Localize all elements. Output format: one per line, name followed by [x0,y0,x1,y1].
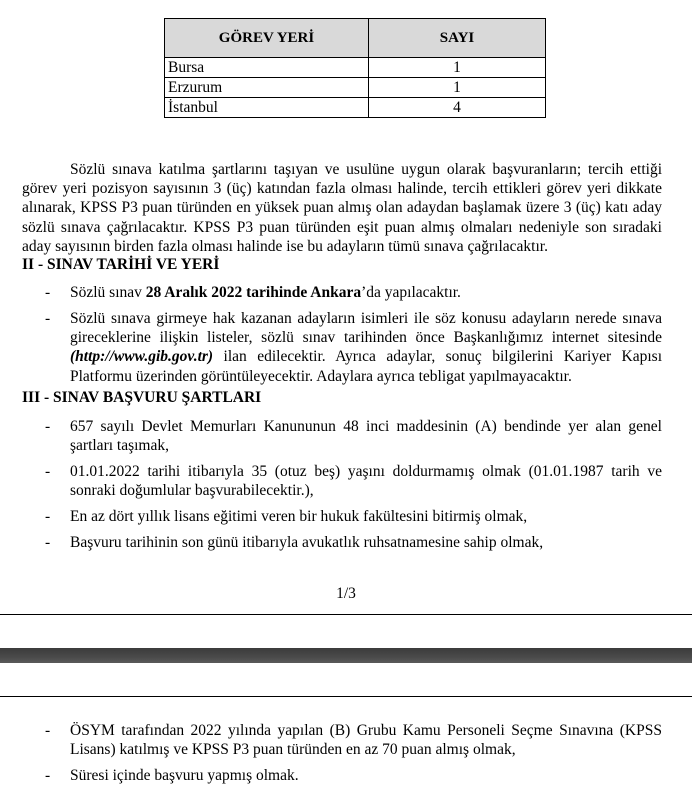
list-item-text [70,283,662,302]
list-dash: - [45,284,51,301]
list-item-text: Süresi içinde başvuru yapmış olmak. [70,767,299,784]
table-cell-location: Erzurum [165,78,369,98]
table-cell-location: Bursa [165,58,369,78]
list-item [22,507,662,526]
page-gap [0,648,692,663]
table-cell-count: 4 [369,98,546,118]
list-dash: - [45,722,51,739]
column-header-count: SAYI [369,19,546,58]
list-item [22,462,662,500]
item-text-end: ilan edilecektir. Ayrıca adaylar, sonuç bilgilerini Kariyer Kapısı Platformu üzerinden görüntüleyecektir. Adaylara ayrıca tebligat yapılmayacaktır. [70,348,662,385]
list-item [22,417,662,455]
list-dash: - [45,508,51,525]
list-dash: - [45,534,51,551]
item-text-start: Sözlü sınava girmeye hak kazanan adayların isimleri ile söz konusu adayların nerede sınava gireceklerine ilişkin listeler, sözlü sınav tarihinden önce Başkanlığımız internet sitesinde [70,310,662,347]
gib-website-link[interactable]: (http://www.gib.gov.tr) [70,348,214,366]
table-row [165,78,546,98]
page-number: 1/3 [336,585,356,602]
table-cell-count: 1 [369,58,546,78]
list-dash: - [45,310,51,327]
list-item [22,533,662,552]
list-item-text: En az dört yıllık lisans eğitimi veren bir hukuk fakültesini bitirmiş olmak, [70,508,528,525]
list-item-text: 01.01.2022 tarihi itibarıyla 35 (otuz beş) yaşını doldurmamış olmak (01.01.1987 tarih ve sonraki doğumlular başvurabilecektir.), [70,463,662,500]
section-heading-exam-date: II - SINAV TARİHİ VE YERİ [22,256,220,273]
page-bottom-border [0,614,692,615]
section-heading-requirements: III - SINAV BAŞVURU ŞARTLARI [22,389,262,406]
list-dash: - [45,767,51,784]
list-item-text: 657 sayılı Devlet Memurları Kanununun 48 inci maddesinin (A) bendinde yer alan genel şartları taşımak, [70,418,662,455]
table-cell-location: İstanbul [165,98,369,118]
item-text-start: Sözlü sınav [70,284,146,301]
list-item [22,309,662,386]
table-cell-count: 1 [369,78,546,98]
table-header-row [165,19,546,58]
intro-paragraph: Sözlü sınava katılma şartlarını taşıyan ve usulüne uygun olarak başvuranların; tercih ettiği görev yeri pozisyon sayısının 3 (üç) katından fazla olması halinde, tercih ettikleri görev yeri dikkate alınarak, KPSS P3 puan türünden en yüksek puan almış olan adaydan başlamak üzere 3 (üç) katı aday sözlü sınava çağrılacaktır. KPSS P3 puan türünden eşit puan almış olmaları nedeniyle son sıradaki aday sayısının birden fazla olması halinde ise bu adayların tümü sınava çağrılacaktır. [22,161,662,255]
document-page-2 [0,697,692,791]
list-dash: - [45,463,51,480]
list-item-text: ÖSYM tarafından 2022 yılında yapılan (B) Grubu Kamu Personeli Seçme Sınavına (KPSS Lisans) katılmış ve KPSS P3 puan türünden en az 70 puan almış olmak, [70,722,662,759]
item-text-end: ’da yapılacaktır. [361,284,461,301]
list-item-text: Başvuru tarihinin son günü itibarıyla avukatlık ruhsatnamesine sahip olmak, [70,534,544,551]
column-header-location: GÖREV YERİ [165,19,369,58]
exam-date-location: 28 Aralık 2022 tarihinde Ankara [145,284,362,301]
positions-table [164,18,546,118]
list-dash: - [45,418,51,435]
table-row [165,58,546,78]
list-item-text [70,309,662,386]
list-item [22,283,662,302]
list-item [22,766,662,785]
list-item [22,721,662,759]
table-row [165,98,546,118]
